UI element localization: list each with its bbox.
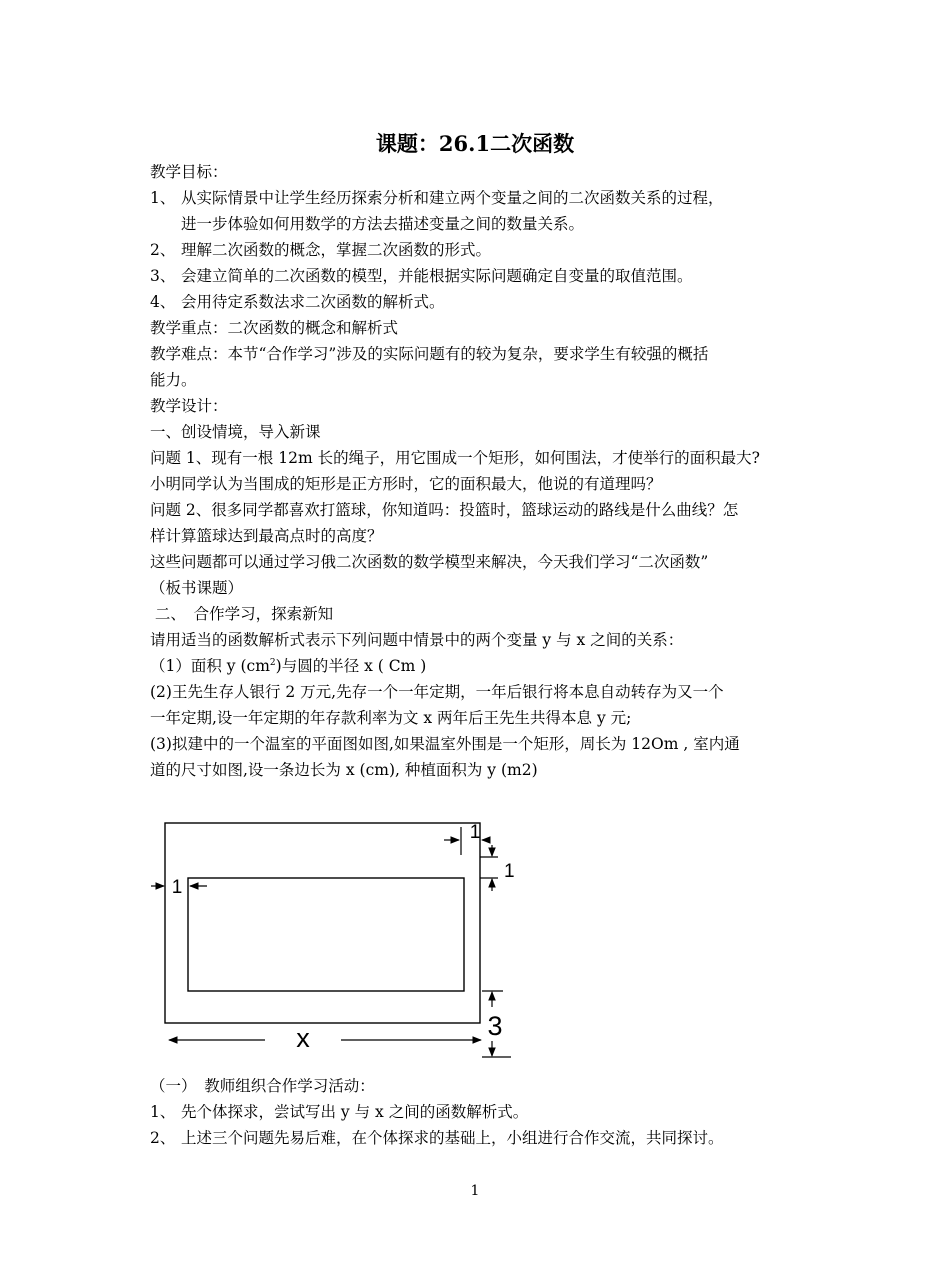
goal-number: 2、 (150, 241, 176, 259)
problem-3-line-1: (3)拟建中的一个温室的平面图如图,如果温室外围是一个矩形，周长为 12Om , 室内通 (150, 735, 740, 753)
difficulty-line-1: 教学难点：本节“合作学习”涉及的实际问题有的较为复杂，要求学生有较强的概括 (150, 345, 709, 363)
goal-number: 4、 (150, 293, 176, 311)
goal-number: 3、 (150, 267, 176, 285)
activity-item-2 (150, 1128, 724, 1148)
width-label-x: x (296, 1023, 310, 1053)
dimension-label-left: 1 (171, 877, 183, 898)
goal-item-1-continued: 进一步体验如何用数学的方法去描述变量之间的数量关系。 (181, 215, 585, 233)
question-2-line-2: 样计算篮球达到最高点时的高度？ (150, 527, 383, 545)
activity-heading: （一） 教师组织合作学习活动： (150, 1077, 375, 1095)
superscript: 2 (269, 657, 276, 668)
problem-3-line-2: 道的尺寸如图,设一条边长为 x (cm), 种植面积为 y (m2) (150, 761, 538, 779)
intro-line-2: （板书课题） (150, 579, 244, 597)
dimension-label-top: 1 (469, 822, 481, 843)
problem-1-text-b: )与圆的半径 x ( Cm ) (275, 657, 427, 675)
dimension-label-right: 1 (504, 861, 515, 882)
inner-planting-area (188, 878, 464, 991)
outer-rectangle (165, 823, 480, 1023)
goal-number: 1、 (150, 189, 176, 207)
goal-text: 从实际情景中让学生经历探索分析和建立两个变量之间的二次函数关系的过程， (181, 189, 724, 207)
problem-1-text-a: （1）面积 y (cm (150, 657, 270, 675)
problem-2-line-2: 一年定期,设一年定期的年存款利率为文 x 两年后王先生共得本息 y 元; (150, 709, 632, 727)
lesson-title: 课题：26.1二次函数 (375, 131, 575, 156)
activity-text: 先个体探求，尝试写出 y 与 x 之间的函数解析式。 (181, 1103, 529, 1121)
page-number: 1 (470, 1183, 480, 1199)
question-2-line-1: 问题 2、很多同学都喜欢打篮球，你知道吗：投篮时，篮球运动的路线是什么曲线？怎 (150, 501, 739, 519)
problem-2-line-1: (2)王先生存人银行 2 万元,先存一个一年定期，一年后银行将本息自动转存为又一个 (150, 683, 724, 701)
key-point: 教学重点：二次函数的概念和解析式 (150, 319, 399, 337)
goal-item-4 (150, 292, 445, 312)
task-statement: 请用适当的函数解析式表示下列问题中情景中的两个变量 y 与 x 之间的关系： (150, 631, 684, 649)
goal-text: 会用待定系数法求二次函数的解析式。 (181, 293, 445, 311)
activity-item-1 (150, 1102, 528, 1122)
greenhouse-floor-plan (145, 815, 525, 1065)
goal-item-2 (150, 240, 491, 260)
goal-text: 理解二次函数的概念，掌握二次函数的形式。 (181, 241, 492, 259)
goal-item-1 (150, 188, 724, 208)
goal-text: 会建立简单的二次函数的模型，并能根据实际问题确定自变量的取值范围。 (181, 267, 693, 285)
question-1-line-2: 小明同学认为当围成的矩形是正方形时，它的面积最大，他说的有道理吗？ (150, 475, 662, 493)
difficulty-line-2: 能力。 (150, 371, 197, 389)
problem-1 (150, 656, 426, 676)
dimension-label-bottom: 3 (487, 1011, 503, 1041)
design-heading: 教学设计： (150, 397, 228, 415)
goal-item-3 (150, 266, 693, 286)
question-1-line-1: 问题 1、现有一根 12m 长的绳子，用它围成一个矩形，如何围法，才使举行的面积最大? (150, 449, 760, 467)
activity-number: 1、 (150, 1103, 176, 1121)
intro-line-1: 这些问题都可以通过学习俄二次函数的数学模型来解决，今天我们学习“二次函数” (150, 553, 709, 571)
section-heading-2: 二、 合作学习，探索新知 (150, 605, 334, 623)
section-heading-1: 一、创设情境，导入新课 (150, 423, 321, 441)
activity-number: 2、 (150, 1129, 176, 1147)
activity-text: 上述三个问题先易后难，在个体探求的基础上，小组进行合作交流，共同探讨。 (181, 1129, 724, 1147)
goals-heading: 教学目标： (150, 163, 228, 181)
